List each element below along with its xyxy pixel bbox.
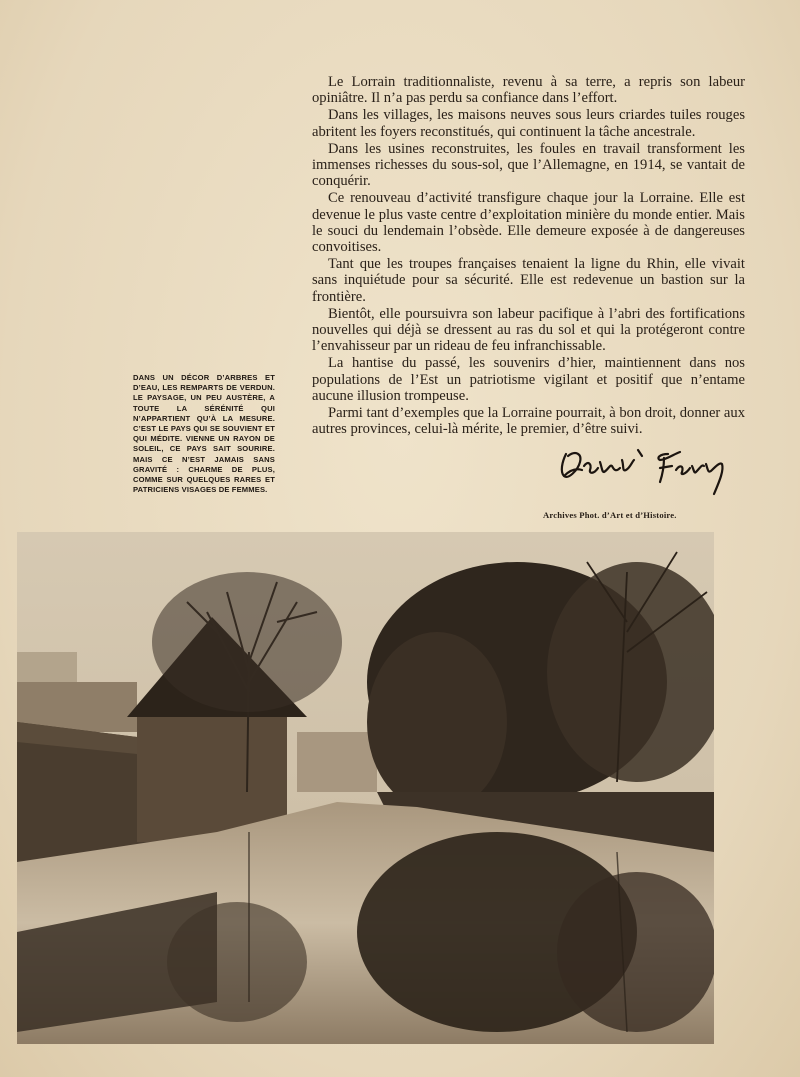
photo-caption: DANS UN DÉCOR D’ARBRES ET D’EAU, LES REMPARTS DE VERDUN. LE PAYSAGE, UN PEU AUSTÈRE, A TOUTE LA SÉRÉNITÉ QUI N’APPARTIENT QU’À LA MESURE. C’EST LE PAYS QUI SE SOUVIENT ET QUI MÉDITE. VIENNE UN RAYON DE SOLEIL, CE PAYS SAIT SOURIRE. MAIS CE N’EST JAMAIS SANS GRAVITÉ : CHARME DE PLUS, COMME SUR QUELQUES RARES ET PATRICIENS VISAGES DE FEMMES. [133,373,275,495]
paragraph: La hantise du passé, les souvenirs d’hier, maintiennent dans nos populations de l’Est un patriotisme vigilant et positif que n’entame aucune illusion trompeuse. [312,355,745,404]
paragraph: Tant que les troupes françaises tenaient la ligne du Rhin, elle vivait sans inquiétude pour sa sécurité. Elle est redevenue un bastion sur la frontière. [312,256,745,305]
paragraph: Parmi tant d’exemples que la Lorraine pourrait, à bon droit, donner aux autres provinces, celui-là mérite, le premier, d’être suivi. [312,405,746,438]
signature-icon [556,440,736,498]
paragraph: Le Lorrain traditionnaliste, revenu à sa terre, a repris son labeur opiniâtre. Il n’a pas perdu sa confiance dans l’effort. [312,74,745,107]
photo-credit: Archives Phot. d’Art et d’Histoire. [543,510,677,520]
article-body [312,74,745,438]
paragraph: Dans les villages, les maisons neuves sous leurs criardes tuiles rouges abritent les foyers reconstitués, qui continuent la tâche ancestrale. [312,107,745,140]
paragraph: Bientôt, elle poursuivra son labeur pacifique à l’abri des fortifications nouvelles qui déjà se dressent au ras du sol et qui la protégeront contre l’envahisseur par un rideau de feu infranchissable. [312,305,745,355]
paragraph: Dans les usines reconstruites, les foules en travail transforment les immenses richesses du sous-sol, que l’Allemagne, en 1914, se vantait de conquérir. [312,140,745,190]
paragraph: Ce renouveau d’activité transfigure chaque jour la Lorraine. Elle est devenue le plus vaste centre d’exploitation minière du monde entier. Mais le souci du lendemain l’obsède. Elle demeure exposée à de dangereuses convoitises. [312,190,745,256]
river-rampart-photograph [17,532,714,1044]
